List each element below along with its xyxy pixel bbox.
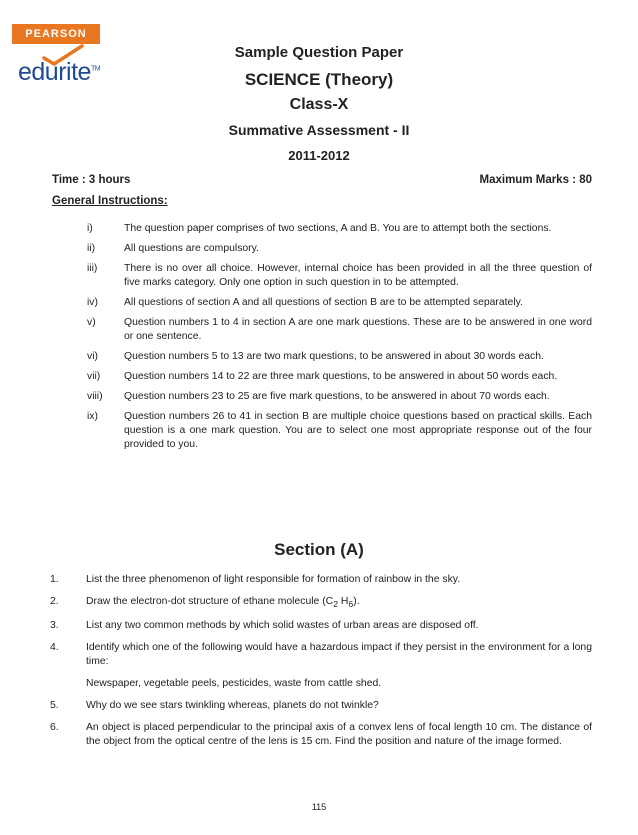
session-year: 2011-2012 <box>288 148 350 163</box>
instruction-item: iv) All questions of section A and all questions of section B are to be attempted separately. <box>87 297 523 308</box>
instruction-item: iii) There is no over all choice. However, internal choice has been provided in all the three question of five marks category. Only one option in such question in to be attempted. <box>87 263 592 288</box>
subject-title: SCIENCE (Theory) <box>244 70 394 89</box>
trademark-label: TM <box>90 65 101 73</box>
class-title: Class-X <box>289 96 349 113</box>
instruction-item: i) The question paper comprises of two sections, A and B. You are to attempt both the sections. <box>87 223 552 234</box>
assessment-title: Summative Assessment - II <box>228 122 410 138</box>
max-marks-label: Maximum Marks : 80 <box>479 174 592 186</box>
edurite-logo: edurite™ <box>18 58 101 86</box>
question-item: 6. An object is placed perpendicular to the principal axis of a convex lens of focal length 10 cm. The distance of the object from the optical centre of the lens is 15 cm. Find the position and nature of the image formed. <box>50 722 592 748</box>
question-item: 3. List any two common methods by which solid wastes of urban areas are disposed off. <box>50 620 479 632</box>
instruction-item: ii) All questions are compulsory. <box>87 243 259 254</box>
instruction-item: viii) Question numbers 23 to 25 are five mark questions, to be answered in about 70 words each. <box>87 391 550 402</box>
general-instructions-heading: General Instructions: <box>52 195 168 207</box>
question-item: 4. Identify which one of the following would have a hazardous impact if they persist in the environment for a long time: Newspaper, vegetable peels, pesticides, waste from cattle shed. <box>50 642 592 690</box>
instruction-item: v) Question numbers 1 to 4 in section A are one mark questions. These are to be answered in one word or one sentence. <box>87 317 592 342</box>
question-item: 1. List the three phenomenon of light responsible for formation of rainbow in the sky. <box>50 574 461 585</box>
section-a-heading: Section (A) <box>274 540 364 559</box>
time-label: Time : 3 hours <box>52 174 131 186</box>
question-options: Newspaper, vegetable peels, pesticides, waste from cattle shed. <box>86 678 382 690</box>
page-number: 115 <box>311 802 327 812</box>
question-item: 2. Draw the electron-dot structure of ethane molecule ($C_2$ $H_6$). <box>50 596 360 610</box>
question-item: 5. Why do we see stars twinkling whereas, planets do not twinkle? <box>50 700 379 712</box>
instruction-item: ix) Question numbers 26 to 41 in section B are multiple choice questions based on practical skills. Each question is a one mark question. You are to select one most appropriate response out of the four provided to you. <box>87 411 592 450</box>
pearson-logo: PEARSON <box>12 24 100 44</box>
questions-list <box>0 573 638 757</box>
instruction-item: vi) Question numbers 5 to 13 are two mark questions, to be answered in about 30 words each. <box>87 351 544 362</box>
paper-title: Sample Question Paper <box>234 44 404 61</box>
instruction-item: vii) Question numbers 14 to 22 are three mark questions, to be answered in about 50 words each. <box>87 371 558 382</box>
instructions-list <box>0 222 638 458</box>
